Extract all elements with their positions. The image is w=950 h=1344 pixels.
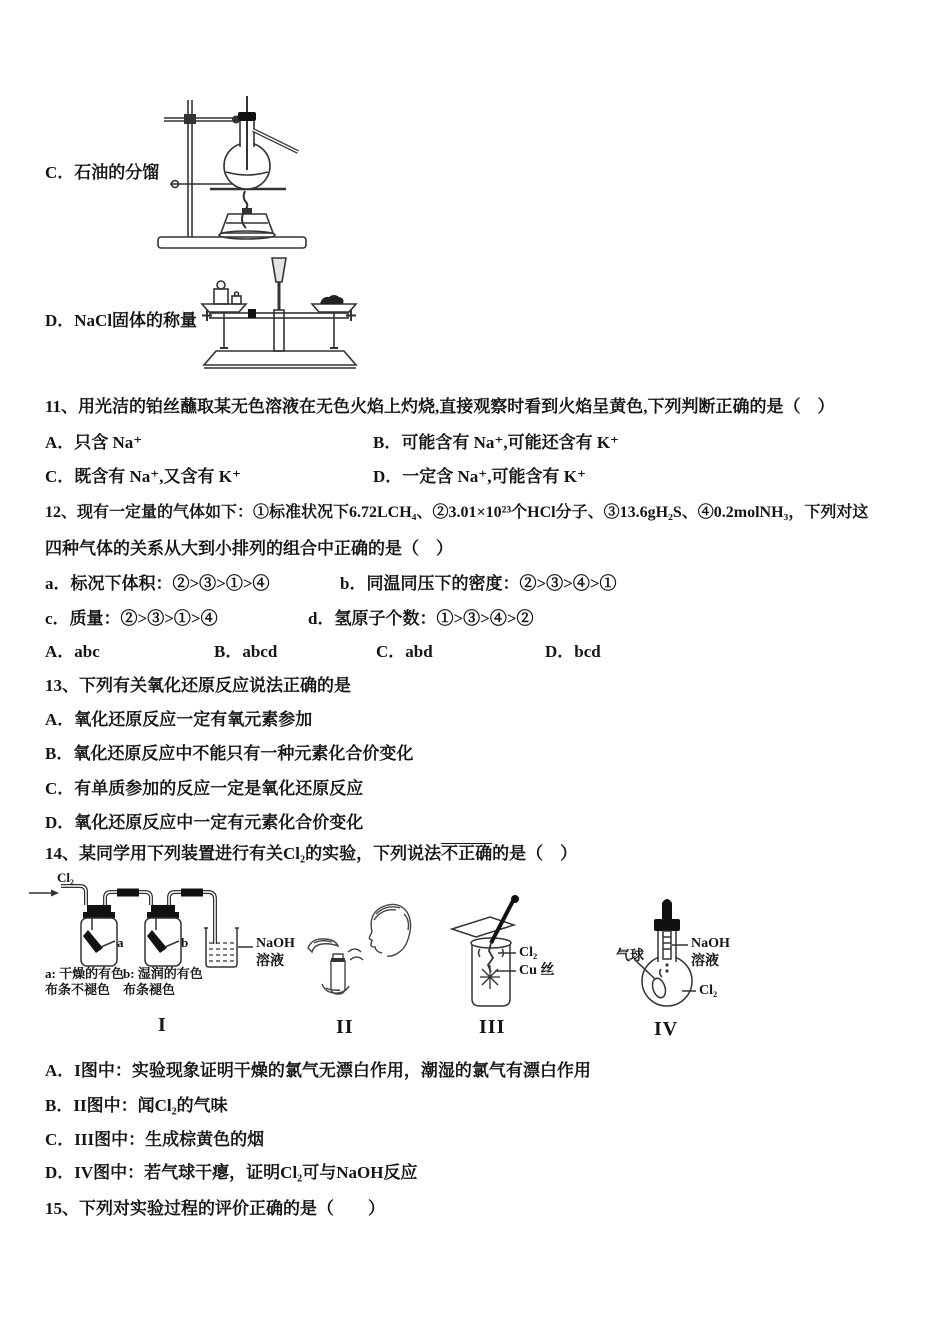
option-c-label: C．石油的分馏 (45, 163, 160, 182)
q12-sub-c: c．质量：②>③>①>④ (45, 609, 218, 628)
q11-stem: 11、用光洁的铂丝蘸取某无色溶液在无色火焰上灼烧,直接观察时看到火焰呈黄色,下列判断正确的是（ ） (45, 397, 835, 416)
fig1-caption: I (158, 1014, 167, 1036)
fig4-balloon-label: 气球 (616, 949, 644, 964)
q12-sub-d: d．氢原子个数：①>③>④>② (308, 609, 534, 628)
q12-sub-a: a．标况下体积：②>③>①>④ (45, 574, 270, 593)
q14-stem-pre: 14、某同学用下列装置进行有关Cl₂的实验，下列说法 (45, 844, 442, 863)
q11-option-a: A．只含 Na⁺ (45, 433, 143, 452)
q11-option-c: C．既含有 Na⁺,又含有 K⁺ (45, 467, 241, 486)
q13-option-c: C．有单质参加的反应一定是氧化还原反应 (45, 779, 364, 798)
fig3-caption: III (479, 1016, 506, 1038)
q13-option-a: A．氧化还原反应一定有氧元素参加 (45, 710, 313, 729)
fig4-naoh-label-line1: NaOH (691, 936, 730, 951)
fig1-naoh-label-line2: 溶液 (256, 954, 284, 969)
q15-stem: 15、下列对实验过程的评价正确的是（ ） (45, 1199, 385, 1218)
fig1-note-a: a: 干燥的有色布条不褪色 (45, 966, 125, 998)
q11-option-b: B．可能含有 Na⁺,可能还含有 K⁺ (373, 433, 620, 452)
q13-option-d: D．氧化还原反应中一定有元素化合价变化 (45, 813, 364, 832)
q14-option-c: C．III图中：生成棕黄色的烟 (45, 1130, 265, 1149)
q14-option-b: B．II图中：闻Cl₂的气味 (45, 1096, 228, 1115)
q11-option-d: D．一定含 Na⁺,可能含有 K⁺ (373, 467, 586, 486)
fig1-tag-a: a (117, 935, 124, 950)
fig1-gas-inlet-label: Cl₂ (57, 870, 74, 885)
q13-option-b: B．氧化还原反应中不能只有一种元素化合价变化 (45, 744, 414, 763)
q14-stem (45, 843, 577, 864)
distillation-apparatus-figure (148, 90, 323, 252)
fig1-tag-b: b (181, 935, 189, 950)
fig1-note-b: b: 湿润的有色布条褪色 (123, 966, 203, 998)
q12-option-d: D．bcd (545, 642, 601, 661)
q12-option-b: B．abcd (214, 642, 278, 661)
fig3-copper-wire-label: Cu 丝 (519, 963, 555, 978)
q14-stem-post: 的是（ ） (492, 844, 578, 863)
q14-option-a: A．I图中：实验现象证明干燥的氯气无漂白作用，潮湿的氯气有漂白作用 (45, 1061, 591, 1080)
option-d-label: D．NaCl固体的称量 (45, 311, 198, 330)
figure3-copper-in-chlorine (450, 893, 572, 1015)
figure2-smelling-gas (302, 898, 414, 1006)
fig1-naoh-label-line1: NaOH (256, 936, 295, 951)
q12-option-a: A．abc (45, 642, 100, 661)
q14-stem-emphasis: 不正确 (441, 844, 493, 863)
q12-stem-line2: 四种气体的关系从大到小排列的组合中正确的是（ ） (45, 539, 453, 558)
q14-option-d: D．IV图中：若气球干瘪，证明Cl₂可与NaOH反应 (45, 1163, 418, 1182)
fig2-caption: II (336, 1016, 354, 1038)
fig3-gas-label: Cl₂ (519, 945, 538, 960)
balance-scale-figure (196, 252, 364, 374)
q12-stem-line1: 12、现有一定量的气体如下：①标准状况下6.72LCH₄、②3.01×10²³个HCl分子、③13.6gH₂S、④0.2molNH₃，下列对这 (45, 504, 869, 521)
q12-sub-b: b．同温同压下的密度：②>③>④>① (340, 574, 617, 593)
fig4-caption: IV (654, 1018, 679, 1040)
fig4-naoh-label-line2: 溶液 (691, 954, 719, 969)
q12-option-c: C．abd (376, 642, 433, 661)
q13-stem: 13、下列有关氧化还原反应说法正确的是 (45, 676, 351, 695)
fig4-gas-label: Cl₂ (699, 983, 718, 998)
